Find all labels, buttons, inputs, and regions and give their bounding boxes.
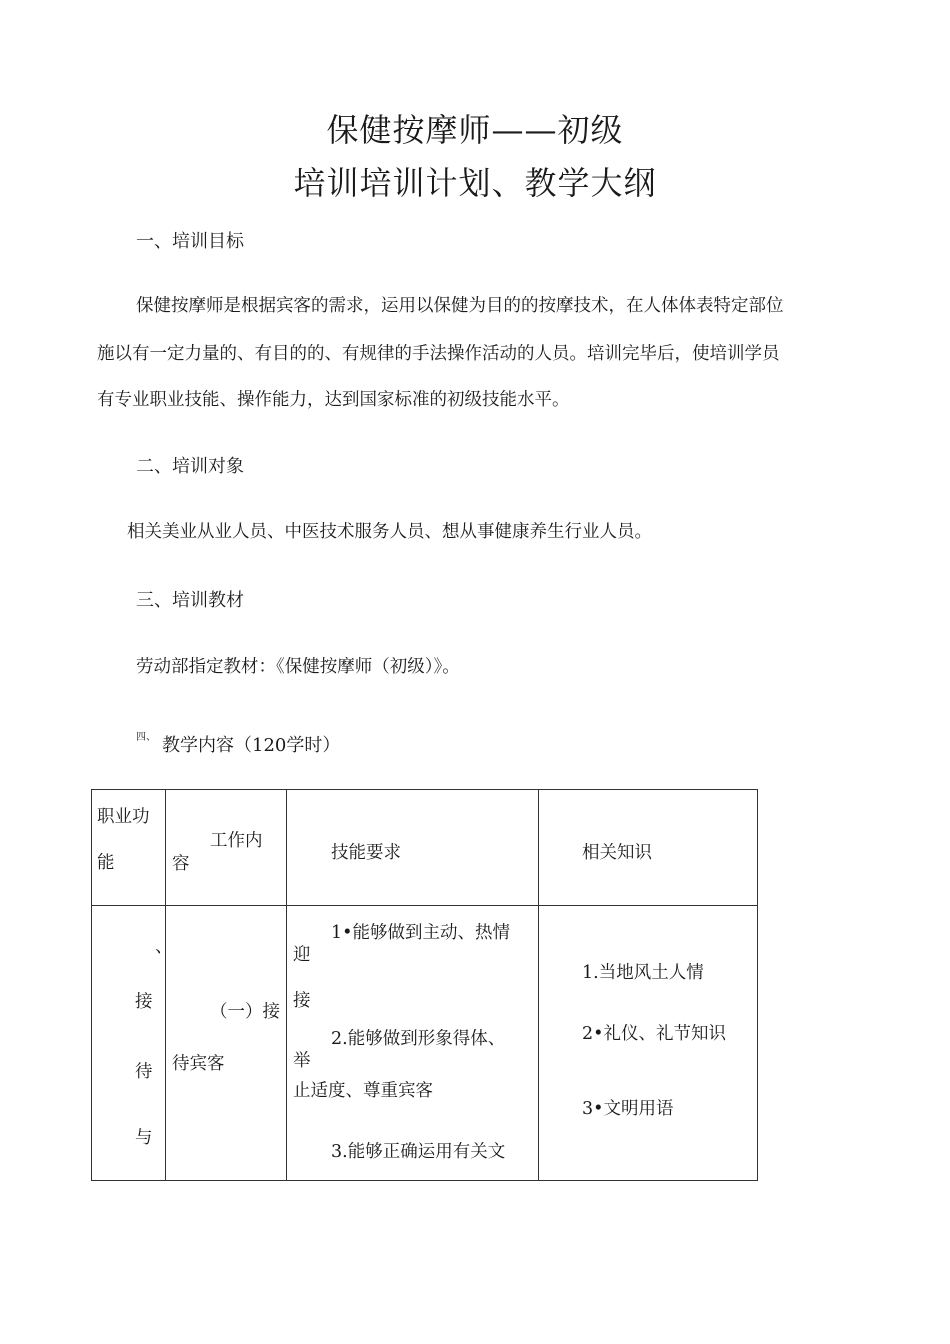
header-function-line1: 职业功 — [97, 807, 150, 827]
section-1-line-1: 保健按摩师是根据宾客的需求，运用以保健为目的的按摩技术，在人体体表特定部位 — [136, 296, 784, 316]
section-4-heading: 教学内容（120学时） — [162, 735, 341, 756]
header-work-line1: 工作内 — [210, 831, 263, 851]
table-header-row — [92, 790, 758, 906]
row-cell-work — [166, 906, 287, 1181]
knowledge-line-3: 3•文明用语 — [582, 1099, 674, 1119]
section-2-text: 相关美业从业人员、中医技术服务人员、想从事健康养生行业人员。 — [127, 522, 652, 542]
knowledge-line-1: 1.当地风土人情 — [582, 963, 704, 983]
document-title-line2: 培训培训计划、教学大纲 — [293, 164, 657, 202]
header-skill: 技能要求 — [331, 843, 401, 863]
section-3-text: 劳动部指定教材：《保健按摩师（初级）》。 — [136, 657, 460, 677]
skill-line-6: 止适度、尊重宾客 — [293, 1081, 433, 1101]
section-4-number: 四、 — [136, 732, 156, 743]
section-3-heading: 三、培训教材 — [136, 590, 244, 611]
skill-line-7: 3.能够正确运用有关文 — [331, 1142, 506, 1162]
header-cell-skill — [287, 790, 539, 906]
document-title-line1: 保健按摩师——初级 — [326, 111, 624, 149]
function-char-3: 与 — [135, 1128, 153, 1148]
skill-line-5: 举 — [293, 1051, 311, 1071]
skill-line-1: 1•能够做到主动、热情 — [331, 923, 510, 943]
header-work-line2: 容 — [172, 854, 190, 874]
section-1-heading: 一、培训目标 — [136, 231, 244, 252]
skill-line-2: 迎 — [293, 945, 311, 965]
header-function-line2: 能 — [97, 853, 115, 873]
header-knowledge: 相关知识 — [582, 843, 652, 863]
work-line1: （一）接 — [210, 1002, 280, 1022]
knowledge-line-2: 2•礼仪、礼节知识 — [582, 1024, 726, 1044]
skill-line-3: 接 — [293, 991, 311, 1011]
section-1-line-3: 有专业职业技能、操作能力，达到国家标准的初级技能水平。 — [97, 390, 570, 410]
work-line2: 待宾客 — [172, 1054, 225, 1074]
skill-line-4: 2.能够做到形象得体、 — [331, 1029, 506, 1049]
function-char-1: 接 — [135, 992, 153, 1012]
section-1-line-2: 施以有一定力量的、有目的的、有规律的手法操作活动的人员。培训完毕后，使培训学员 — [97, 344, 780, 364]
curriculum-table — [91, 789, 758, 1181]
function-char-2: 待 — [135, 1062, 153, 1082]
function-mark: 、 — [155, 937, 173, 957]
section-2-heading: 二、培训对象 — [136, 456, 244, 477]
